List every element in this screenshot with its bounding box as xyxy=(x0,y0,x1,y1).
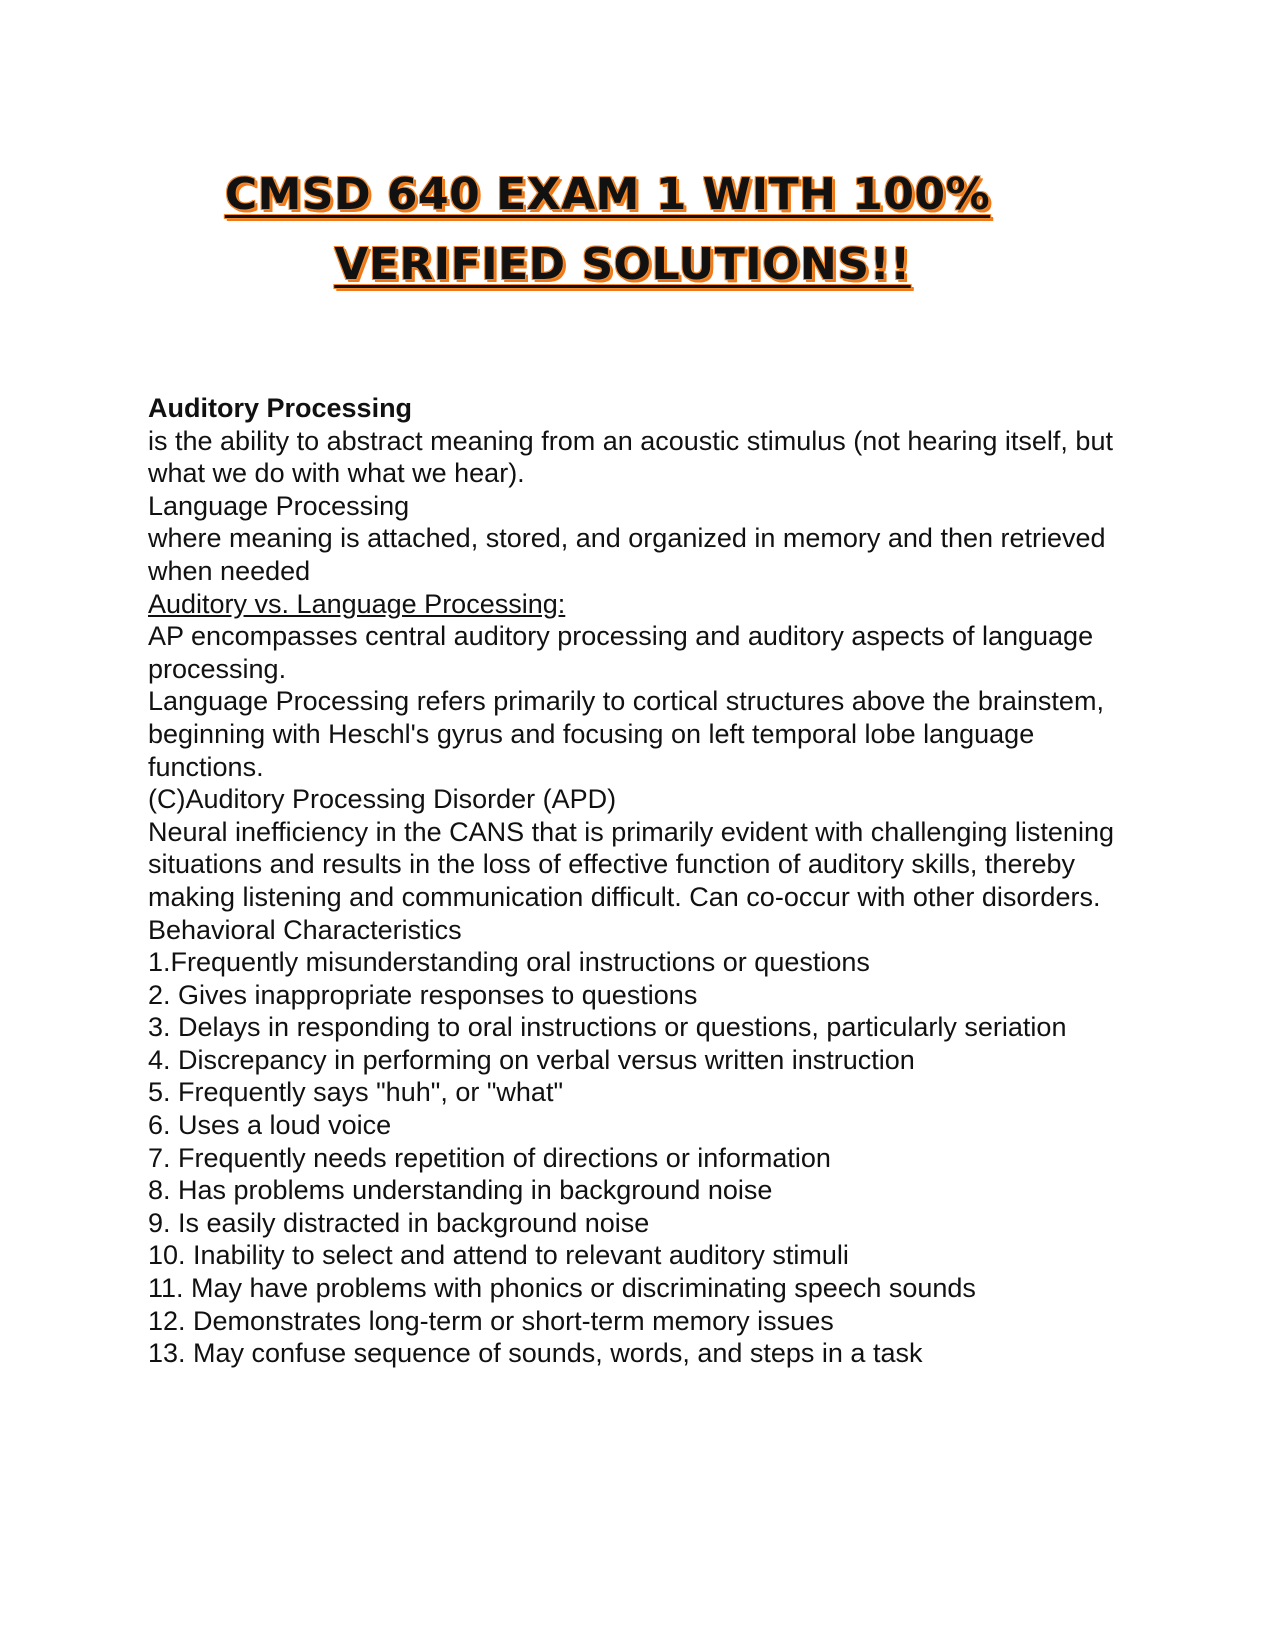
list-item: 1.Frequently misunderstanding oral instructions or questions xyxy=(148,947,870,978)
comparison-paragraph-1: AP encompasses central auditory processing and auditory aspects of language processing. xyxy=(148,621,1094,684)
list-item: 4. Discrepancy in performing on verbal versus written instruction xyxy=(148,1044,915,1075)
document-body xyxy=(148,392,1148,1370)
list-item: 7. Frequently needs repetition of directions or information xyxy=(148,1142,831,1173)
list-item: 10. Inability to select and attend to relevant auditory stimuli xyxy=(148,1240,849,1271)
title-line-2: VERIFIED SOLUTIONS!! xyxy=(334,239,911,290)
auditory-processing-heading: Auditory Processing xyxy=(148,393,413,423)
list-item: 6. Uses a loud voice xyxy=(148,1110,392,1141)
list-item: 12. Demonstrates long-term or short-term memory issues xyxy=(148,1305,834,1336)
list-item: 13. May confuse sequence of sounds, words, and steps in a task xyxy=(148,1338,923,1369)
comparison-paragraph-2: Language Processing refers primarily to cortical structures above the brainstem, beginning with Heschl's gyrus and focusing on left temporal lobe language functions. xyxy=(148,686,1104,782)
list-item: 2. Gives inappropriate responses to questions xyxy=(148,979,698,1010)
apd-heading: (C)Auditory Processing Disorder (APD) xyxy=(148,784,617,815)
list-item: 9. Is easily distracted in background noise xyxy=(148,1207,650,1238)
language-processing-heading: Language Processing xyxy=(148,490,410,521)
behavioral-characteristics-heading: Behavioral Characteristics xyxy=(148,914,462,945)
list-item: 8. Has problems understanding in background noise xyxy=(148,1175,773,1206)
language-processing-definition: where meaning is attached, stored, and organized in memory and then retrieved when needed xyxy=(148,523,1106,586)
list-item: 5. Frequently says "huh", or "what" xyxy=(148,1077,564,1108)
auditory-processing-definition: is the ability to abstract meaning from an acoustic stimulus (not hearing itself, but what we do with what we hear). xyxy=(148,425,1113,489)
list-item: 11. May have problems with phonics or discriminating speech sounds xyxy=(148,1273,976,1304)
list-item: 3. Delays in responding to oral instructions or questions, particularly seriation xyxy=(148,1012,1067,1043)
title-line-1: CMSD 640 EXAM 1 WITH 100% xyxy=(224,169,991,220)
comparison-heading: Auditory vs. Language Processing: xyxy=(148,588,566,619)
apd-definition: Neural inefficiency in the CANS that is primarily evident with challenging listening situations and results in the loss of effective function of auditory skills, thereby making listening and communication difficult. Can co-occur with other disorders. xyxy=(148,816,1114,912)
document-title xyxy=(0,160,1275,300)
